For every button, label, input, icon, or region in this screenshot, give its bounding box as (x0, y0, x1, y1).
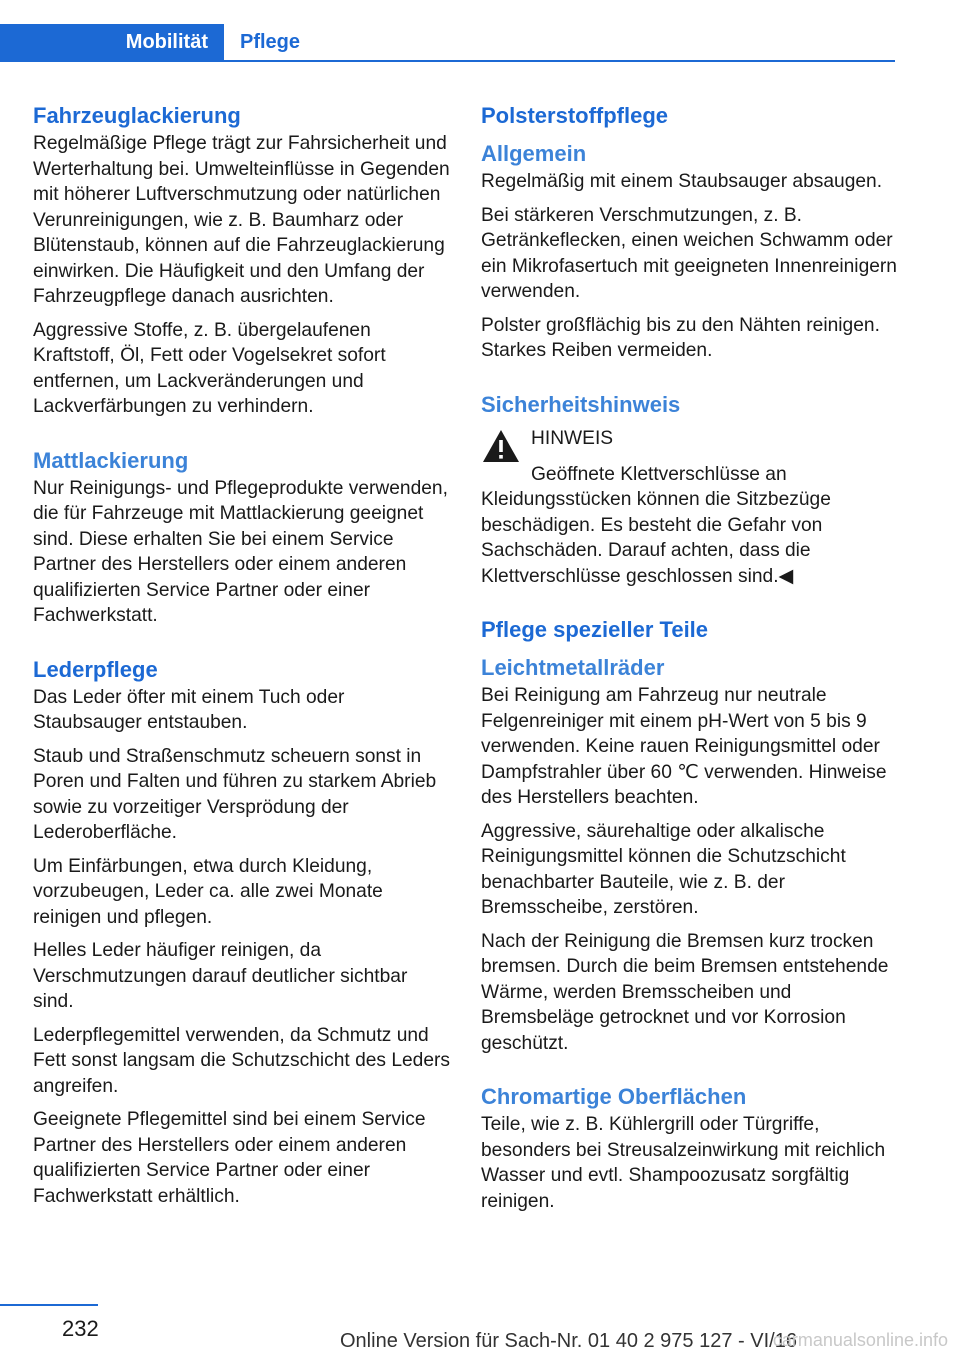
paragraph: Geeignete Pflegemittel sind bei einem Service Partner des Herstellers oder einem anderen qualifizierten Service Partner oder einer Fachwerkstatt erhältlich. (33, 1109, 426, 1207)
warning-title: HINWEIS (531, 427, 614, 449)
heading-mattlackierung: Mattlackierung (33, 447, 189, 473)
chapter-tabs (0, 24, 895, 62)
footer-rule (0, 1304, 98, 1306)
paragraph: Aggressive, säurehaltige oder alkalische Reinigungsmittel können die Schutzschicht benachbarter Bauteile, wie z. B. der Bremsscheibe, zerstören. (481, 820, 846, 918)
paragraph: Teile, wie z. B. Kühlergrill oder Türgriffe, besonders bei Streusalzeinwirkung mit reichlich Wasser und evtl. Shampoozusatz sorgfältig reinigen. (481, 1114, 886, 1212)
heading-lederpflege: Lederpflege (33, 656, 158, 682)
watermark: carmanualsonline.info (772, 1330, 948, 1350)
heading-allgemein: Allgemein (481, 141, 587, 166)
heading-fahrzeuglackierung: Fahrzeuglackierung (33, 103, 241, 128)
paragraph: Nur Reinigungs- und Pflegeprodukte verwenden, die für Fahrzeuge mit Mattlackierung geeignet sind. Diese erhalten Sie bei einem Service Partner des Herstellers oder einem anderen qualifizierten Service Partner oder einer Fachwerkstatt. (33, 477, 448, 626)
heading-sicherheitshinweis: Sicherheitshinweis (481, 391, 681, 417)
tab-pflege[interactable]: Pflege (240, 31, 301, 53)
warning-text: Geöffnete Klettverschlüsse an Kleidungsstücken können die Sitzbezüge beschädigen. Es besteht die Gefahr von Sachschäden. Darauf achten, dass die Klettverschlüsse geschlossen sind.◀ (481, 463, 831, 587)
right-column (481, 101, 901, 1222)
warning-icon (481, 428, 521, 464)
heading-chromartige-oberflaechen: Chromartige Oberflächen (481, 1084, 747, 1109)
paragraph: Das Leder öfter mit einem Tuch oder Staubsauger entstauben. (33, 686, 345, 733)
header-rule (0, 60, 895, 62)
footer-text: Online Version für Sach-Nr. 01 40 2 975 127 - VI/16 (340, 1330, 797, 1352)
paragraph: Lederpflegemittel verwenden, da Schmutz und Fett sonst langsam die Schutzschicht des Leders angreifen. (33, 1024, 451, 1097)
paragraph: Bei stärkeren Verschmutzungen, z. B. Getränkeflecken, einen weichen Schwamm oder ein Mikrofasertuch mit geeigneten Innenreinigern verwenden. (481, 204, 897, 302)
heading-pflege-spezieller-teile: Pflege spezieller Teile (481, 617, 709, 642)
heading-leichtmetallraeder: Leichtmetallräder (481, 655, 665, 680)
paragraph: Regelmäßige Pflege trägt zur Fahrsicherheit und Werterhaltung bei. Umwelteinflüsse in Gegenden mit höherer Luftverschmutzung oder natürlichen Verunreinigungen, wie z. B. Baumharz oder Blütenstaub, können auf die Fahrzeuglackierung einwirken. Die Häufigkeit und den Umfang der Fahrzeugpflege danach ausrichten. (33, 133, 450, 307)
paragraph: Staub und Straßenschmutz scheuern sonst in Poren und Falten und führen zu starkem Abrieb sowie zu vorzeitiger Versprödung der Lederoberfläche. (33, 745, 437, 843)
left-column (33, 101, 453, 1217)
paragraph: Polster großflächig bis zu den Nähten reinigen. Starkes Reiben vermeiden. (481, 314, 880, 361)
paragraph: Um Einfärbungen, etwa durch Kleidung, vorzubeugen, Leder ca. alle zwei Monate reinigen und pflegen. (33, 855, 383, 928)
paragraph: Bei Reinigung am Fahrzeug nur neutrale Felgenreiniger mit einem pH-Wert von 5 bis 9 verwenden. Keine rauen Reinigungsmittel oder Dampfstrahler über 60 ℃ verwenden. Hinweise des Herstellers beachten. (481, 685, 887, 808)
paragraph: Nach der Reinigung die Bremsen kurz trocken bremsen. Durch die beim Bremsen entstehende Wärme, werden Bremsscheiben und Bremsbeläge getrocknet und vor Korrosion geschützt. (481, 930, 889, 1054)
paragraph: Helles Leder häufiger reinigen, da Verschmutzungen darauf deutlicher sichtbar sind. (33, 940, 408, 1012)
page-number: 232 (62, 1316, 99, 1341)
heading-polsterstoffpflege: Polsterstoffpflege (481, 103, 669, 128)
paragraph: Regelmäßig mit einem Staubsauger absaugen. (481, 171, 883, 192)
paragraph: Aggressive Stoffe, z. B. übergelaufenen Kraftstoff, Öl, Fett oder Vogelsekret sofort entfernen, um Lackveränderungen und Lackverfärbungen zu verhindern. (33, 319, 386, 417)
tab-mobilitaet[interactable]: Mobilität (0, 24, 224, 60)
safety-notice (481, 426, 901, 464)
